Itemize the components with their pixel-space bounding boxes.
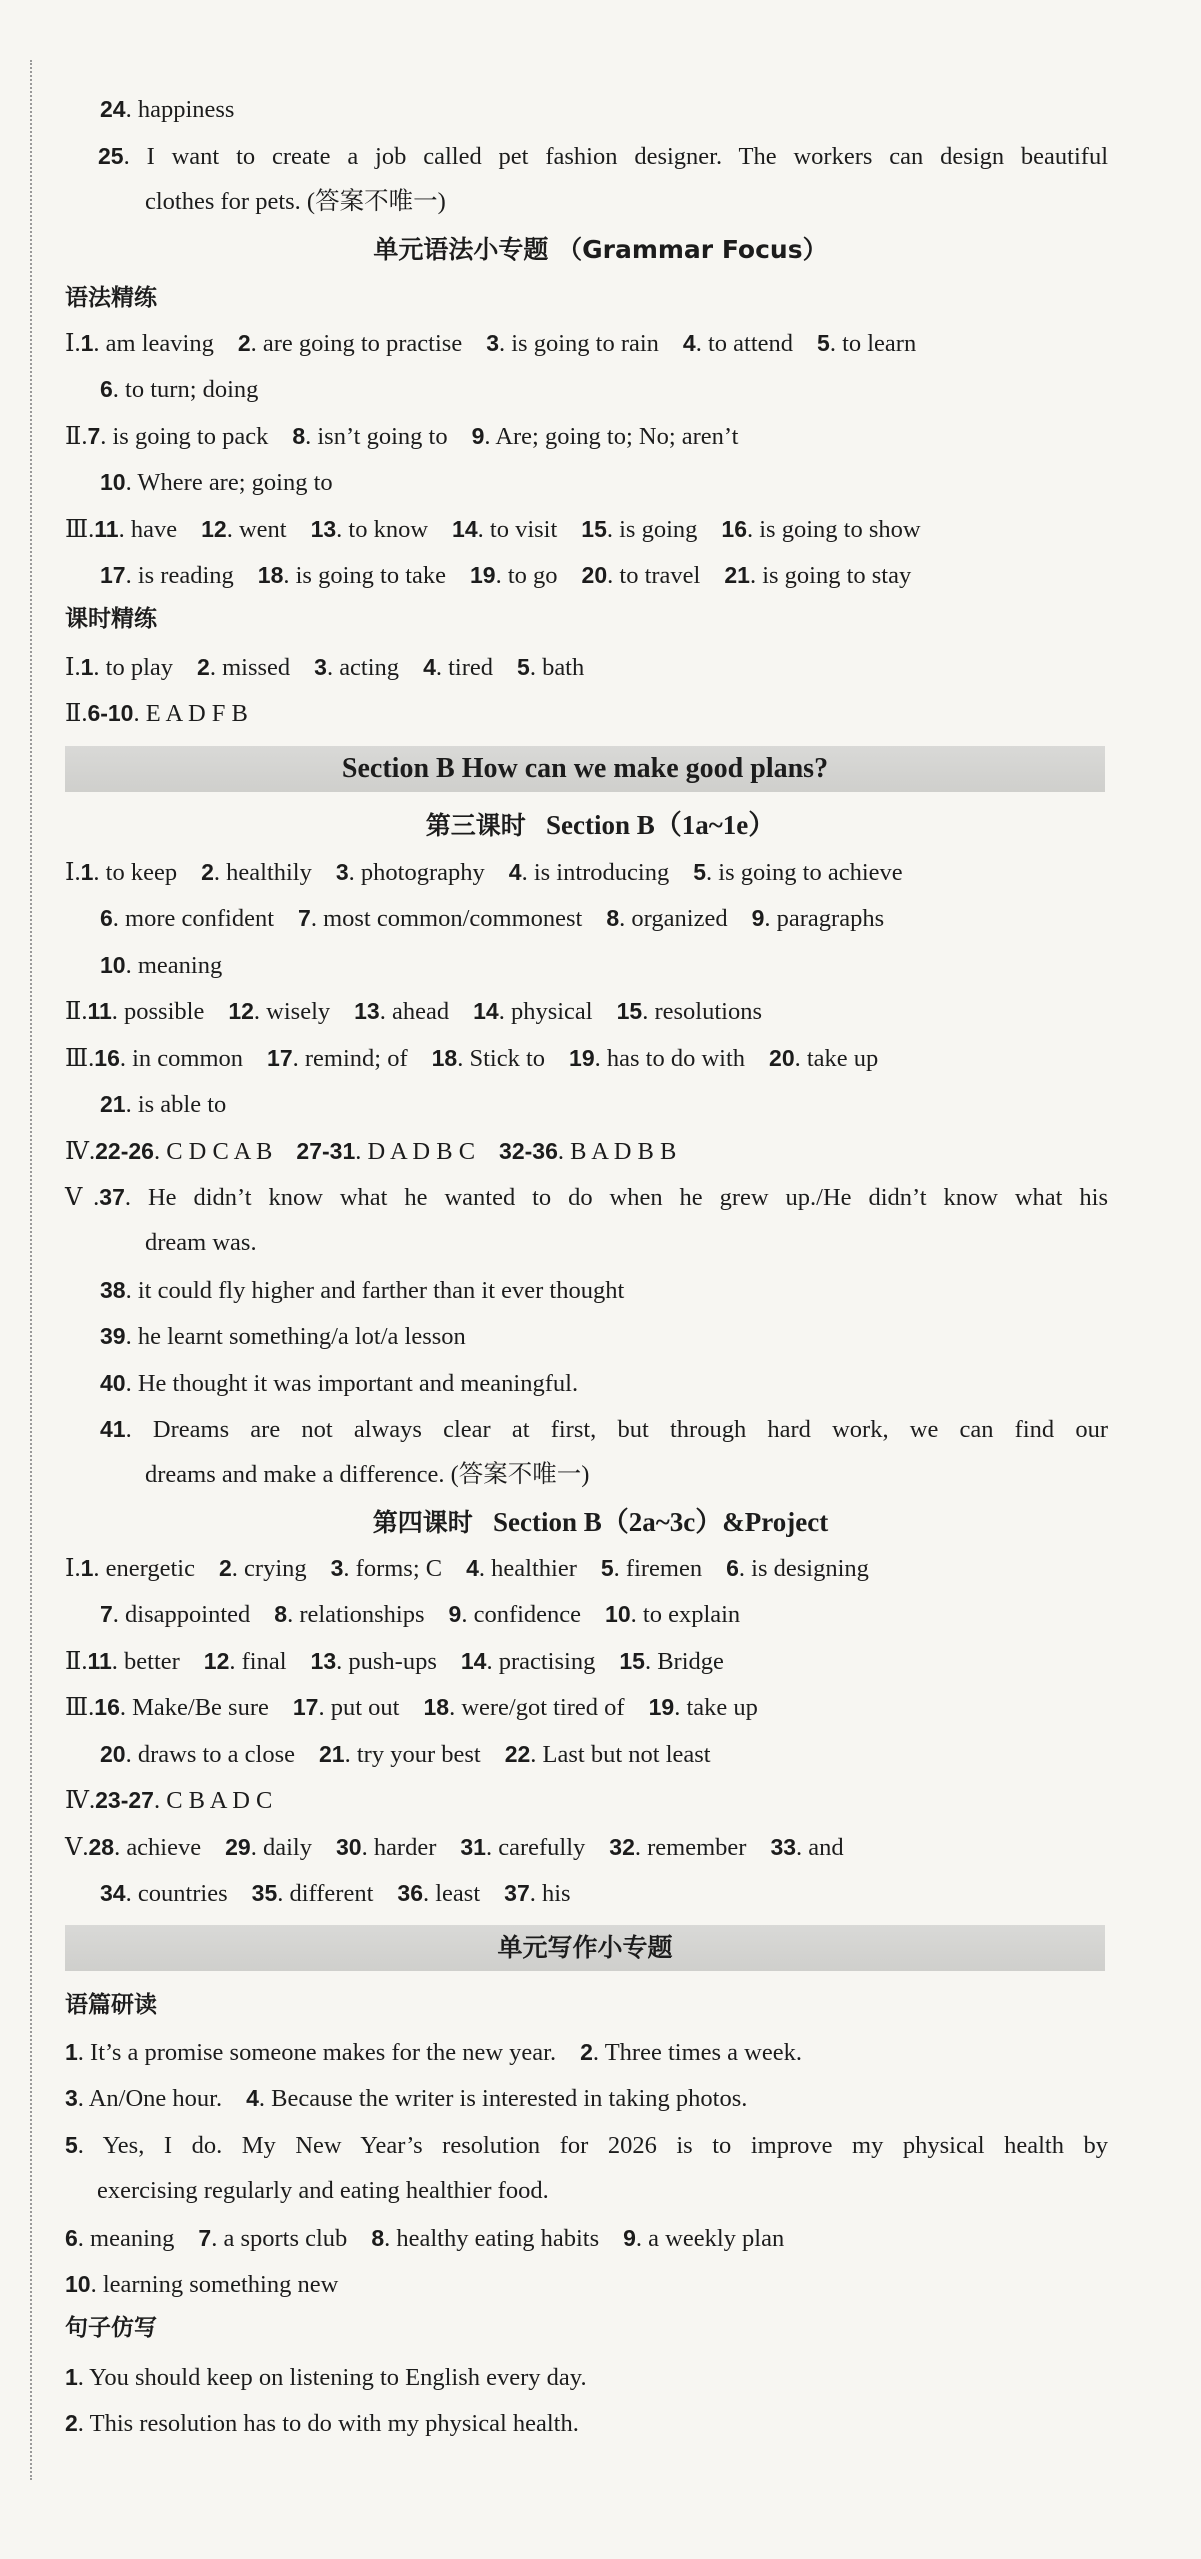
writing-answer-5-line2: exercising regularly and eating healthier food. bbox=[97, 2177, 549, 2204]
answer-item: 32-36. B A D B B bbox=[499, 1138, 677, 1165]
answer-item: 3. is going to rain bbox=[486, 330, 659, 357]
answer-item: 36. least bbox=[397, 1880, 481, 1907]
answer-item: 3. forms; C bbox=[330, 1555, 443, 1582]
lesson4-row-1b bbox=[100, 1599, 764, 1630]
answer-item: 30. harder bbox=[335, 1834, 437, 1861]
answer-item: 5. is going to achieve bbox=[693, 859, 903, 886]
roman-numeral: Ⅳ bbox=[65, 1139, 89, 1165]
lesson4-row-1: Ⅰ.1. energetic 2. crying 3. forms; C 4. healthier 5. firemen 6. is designing bbox=[65, 1555, 869, 1582]
writing-row-1 bbox=[65, 2037, 826, 2068]
roman-numeral: Ⅰ bbox=[65, 860, 75, 886]
roman-numeral: Ⅲ bbox=[65, 517, 89, 543]
answer-item: 12. wisely bbox=[228, 998, 331, 1025]
answer-item: 6. more confident bbox=[100, 905, 275, 932]
lesson-practice-heading: 课时精练 bbox=[65, 606, 157, 632]
grammar-row-3b bbox=[100, 560, 935, 591]
answer-25-line1: 25. I want to create a job called pet fashion designer. The workers can design beautiful bbox=[98, 143, 1109, 170]
answer-item: 15. resolutions bbox=[616, 998, 762, 1025]
answer-item: 28. achieve bbox=[88, 1834, 202, 1861]
answer-item: 33. and bbox=[770, 1834, 844, 1861]
answer-item: 21. try your best bbox=[319, 1741, 481, 1768]
answer-item: 11. better bbox=[87, 1648, 180, 1675]
answer-item: 20. draws to a close bbox=[100, 1741, 296, 1768]
writing-banner: 单元写作小专题 bbox=[65, 1925, 1105, 1971]
lesson-practice-row-2: Ⅱ.6-10. E A D F B bbox=[65, 700, 248, 727]
answer-item: 14. practising bbox=[460, 1648, 596, 1675]
answer-item: 4. Because the writer is interested in taking photos. bbox=[246, 2085, 748, 2112]
answer-item: 4. is introducing bbox=[508, 859, 670, 886]
answer-item: 9. confidence bbox=[448, 1601, 582, 1628]
answer-item: 1. am leaving bbox=[80, 330, 214, 357]
answer-37-line1: Ⅴ.37. He didn’t know what he wanted to do when he grew up./He didn’t know what his bbox=[65, 1184, 1108, 1211]
roman-numeral: Ⅰ bbox=[65, 331, 75, 357]
lesson3-row-4: Ⅳ.22-26. C D C A B 27-31. D A D B C 32-36. B A D B B bbox=[65, 1138, 677, 1165]
answer-item: 9. Are; going to; No; aren’t bbox=[471, 423, 739, 450]
answer-item: 14. physical bbox=[473, 998, 593, 1025]
answer-item: 37. his bbox=[504, 1880, 571, 1907]
answer-item: 10. learning something new bbox=[65, 2271, 339, 2298]
answer-item: 1. energetic bbox=[80, 1555, 195, 1582]
lesson4-row-5: Ⅴ.28. achieve 29. daily 30. harder 31. carefully 32. remember 33. and bbox=[65, 1834, 844, 1861]
answer-item: 8. organized bbox=[606, 905, 728, 932]
answer-item: 13. push-ups bbox=[310, 1648, 437, 1675]
answer-item: 10. Where are; going to bbox=[100, 469, 333, 496]
answer-item: 8. relationships bbox=[274, 1601, 425, 1628]
answer-item: 23-27. C B A D C bbox=[95, 1787, 273, 1814]
answer-item: 16. Make/Be sure bbox=[94, 1694, 269, 1721]
lesson-practice-row-1: Ⅰ.1. to play 2. missed 3. acting 4. tired 5. bath bbox=[65, 654, 585, 681]
lesson3-row-2: Ⅱ.11. possible 12. wisely 13. ahead 14. physical 15. resolutions bbox=[65, 998, 762, 1025]
answer-item: 16. in common bbox=[94, 1045, 244, 1072]
lesson3-row-3b bbox=[100, 1089, 250, 1120]
answer-item: 16. is going to show bbox=[721, 516, 921, 543]
answer-item: 4. healthier bbox=[466, 1555, 577, 1582]
lesson3-row-1b bbox=[100, 903, 908, 934]
lesson4-title: 第四课时 Section B（2a~3c）&Project bbox=[372, 1507, 829, 1537]
answer-item: 3. photography bbox=[335, 859, 485, 886]
text-study-heading: 语篇研读 bbox=[65, 1992, 157, 2018]
answer-item: 21. is able to bbox=[100, 1091, 227, 1118]
answer-item: 19. take up bbox=[648, 1694, 758, 1721]
answer-item: 18. Stick to bbox=[431, 1045, 546, 1072]
roman-numeral: Ⅰ bbox=[65, 1556, 75, 1582]
answer-item: 2. are going to practise bbox=[237, 330, 463, 357]
answer-item: 7. disappointed bbox=[100, 1601, 251, 1628]
answer-item: 6. meaning bbox=[65, 2225, 175, 2252]
answer-item: 12. went bbox=[201, 516, 287, 543]
answer-item: 13. to know bbox=[310, 516, 429, 543]
answer-25-line2: clothes for pets. (答案不唯一) bbox=[145, 188, 446, 215]
answer-item: 5. to learn bbox=[817, 330, 917, 357]
grammar-row-2b bbox=[100, 467, 357, 498]
lesson4-row-2: Ⅱ.11. better 12. final 13. push-ups 14. practising 15. Bridge bbox=[65, 1648, 724, 1675]
roman-numeral: Ⅴ bbox=[65, 1835, 83, 1861]
answer-item: 15. Bridge bbox=[619, 1648, 724, 1675]
answer-item: 2. Three times a week. bbox=[580, 2039, 802, 2066]
answer-item: 34. countries bbox=[100, 1880, 228, 1907]
lesson3-row-1: Ⅰ.1. to keep 2. healthily 3. photography 4. is introducing 5. is going to achieve bbox=[65, 859, 903, 886]
answer-41-line2: dreams and make a difference. (答案不唯一) bbox=[145, 1461, 590, 1488]
answer-24: 24. happiness bbox=[100, 96, 235, 123]
answer-item: 10. meaning bbox=[100, 952, 223, 979]
section-b-banner: Section B How can we make good plans? bbox=[65, 746, 1105, 792]
lesson3-row-3: Ⅲ.16. in common 17. remind; of 18. Stick to 19. has to do with 20. take up bbox=[65, 1045, 879, 1072]
answer-item: 10. to explain bbox=[605, 1601, 741, 1628]
answer-item: 1. It’s a promise someone makes for the new year. bbox=[65, 2039, 557, 2066]
roman-numeral: Ⅲ bbox=[65, 1046, 89, 1072]
answer-item: 2. healthily bbox=[201, 859, 312, 886]
lesson3-row-1c bbox=[100, 950, 246, 981]
answer-item: 17. is reading bbox=[100, 562, 234, 589]
roman-numeral: Ⅱ bbox=[65, 1649, 82, 1675]
answer-item: 4. tired bbox=[423, 654, 494, 681]
lesson4-row-5b bbox=[100, 1878, 595, 1909]
answer-40: 40. He thought it was important and meaningful. bbox=[100, 1370, 579, 1397]
answer-item: 15. is going bbox=[581, 516, 698, 543]
answer-item: 2. missed bbox=[197, 654, 291, 681]
answer-item: 12. final bbox=[203, 1648, 287, 1675]
answer-item: 2. crying bbox=[218, 1555, 307, 1582]
answer-item: 3. acting bbox=[314, 654, 400, 681]
answer-item: 6. is designing bbox=[726, 1555, 869, 1582]
writing-row-4 bbox=[65, 2223, 808, 2254]
answer-item: 27-31. D A D B C bbox=[296, 1138, 476, 1165]
lesson4-row-3b bbox=[100, 1739, 735, 1770]
roman-numeral: Ⅱ bbox=[65, 424, 82, 450]
answer-39: 39. he learnt something/a lot/a lesson bbox=[100, 1323, 466, 1350]
answer-item: 22-26. C D C A B bbox=[95, 1138, 273, 1165]
lesson3-title: 第三课时 Section B（1a~1e） bbox=[425, 810, 776, 840]
lesson4-row-4: Ⅳ.23-27. C B A D C bbox=[65, 1787, 273, 1814]
answer-item: 35. different bbox=[251, 1880, 374, 1907]
answer-item: 5. bath bbox=[517, 654, 585, 681]
answer-item: 6-10. E A D F B bbox=[87, 700, 248, 727]
answer-item: 3. An/One hour. bbox=[65, 2085, 223, 2112]
answer-item: 18. is going to take bbox=[257, 562, 447, 589]
roman-numeral: Ⅳ bbox=[65, 1788, 89, 1814]
answer-item: 29. daily bbox=[225, 1834, 312, 1861]
answer-item: 9. paragraphs bbox=[751, 905, 885, 932]
answer-item: 8. healthy eating habits bbox=[371, 2225, 600, 2252]
answer-item: 11. possible bbox=[87, 998, 205, 1025]
roman-numeral: Ⅱ bbox=[65, 701, 82, 727]
grammar-practice-heading: 语法精练 bbox=[65, 285, 157, 311]
grammar-focus-title: 单元语法小专题 （Grammar Focus） bbox=[373, 235, 828, 264]
grammar-row-2: Ⅱ.7. is going to pack 8. isn’t going to 9. Are; going to; No; aren’t bbox=[65, 423, 739, 450]
answer-item: 19. to go bbox=[470, 562, 558, 589]
answer-item: 4. to attend bbox=[682, 330, 794, 357]
lesson4-row-3: Ⅲ.16. Make/Be sure 17. put out 18. were/got tired of 19. take up bbox=[65, 1694, 758, 1721]
grammar-row-3: Ⅲ.11. have 12. went 13. to know 14. to visit 15. is going 16. is going to show bbox=[65, 516, 921, 543]
answer-item: 20. take up bbox=[769, 1045, 879, 1072]
writing-row-5 bbox=[65, 2269, 362, 2300]
answer-item: 5. firemen bbox=[600, 1555, 703, 1582]
sentence-1: 1. You should keep on listening to English every day. bbox=[65, 2364, 587, 2391]
answer-item: 19. has to do with bbox=[569, 1045, 746, 1072]
answer-item: 22. Last but not least bbox=[504, 1741, 711, 1768]
answer-item: 8. isn’t going to bbox=[292, 423, 448, 450]
answer-item: 1. to keep bbox=[80, 859, 178, 886]
answer-item: 6. to turn; doing bbox=[100, 376, 259, 403]
answer-item: 7. most common/commonest bbox=[298, 905, 583, 932]
grammar-row-1b bbox=[100, 374, 282, 405]
answer-item: 1. to play bbox=[80, 654, 174, 681]
answer-41-line1: 41. Dreams are not always clear at first, but through hard work, we can find our bbox=[100, 1416, 1108, 1443]
sentence-2: 2. This resolution has to do with my physical health. bbox=[65, 2410, 579, 2437]
answer-item: 17. remind; of bbox=[267, 1045, 408, 1072]
answer-item: 32. remember bbox=[609, 1834, 747, 1861]
margin-dotted-line bbox=[30, 60, 32, 2480]
answer-item: 13. ahead bbox=[354, 998, 450, 1025]
answer-item: 21. is going to stay bbox=[724, 562, 912, 589]
answer-item: 31. carefully bbox=[460, 1834, 586, 1861]
answer-item: 17. put out bbox=[292, 1694, 400, 1721]
answer-item: 11. have bbox=[94, 516, 178, 543]
answer-item: 7. a sports club bbox=[198, 2225, 348, 2252]
answer-item: 18. were/got tired of bbox=[423, 1694, 625, 1721]
roman-numeral: Ⅲ bbox=[65, 1695, 89, 1721]
roman-numeral: Ⅱ bbox=[65, 999, 82, 1025]
grammar-row-1: Ⅰ.1. am leaving 2. are going to practise 3. is going to rain 4. to attend 5. to learn bbox=[65, 330, 917, 357]
sentence-imitation-heading: 句子仿写 bbox=[65, 2315, 157, 2341]
answer-item: 7. is going to pack bbox=[87, 423, 269, 450]
answer-item: 20. to travel bbox=[581, 562, 701, 589]
writing-row-2 bbox=[65, 2083, 771, 2114]
roman-numeral: Ⅰ bbox=[65, 655, 75, 681]
answer-38: 38. it could fly higher and farther than it ever thought bbox=[100, 1277, 625, 1304]
answer-item: 14. to visit bbox=[452, 516, 558, 543]
answer-item: 9. a weekly plan bbox=[623, 2225, 785, 2252]
writing-answer-5-line1: 5. Yes, I do. My New Year’s resolution for 2026 is to improve my physical health by bbox=[65, 2132, 1108, 2159]
answer-37-line2: dream was. bbox=[145, 1229, 257, 1256]
